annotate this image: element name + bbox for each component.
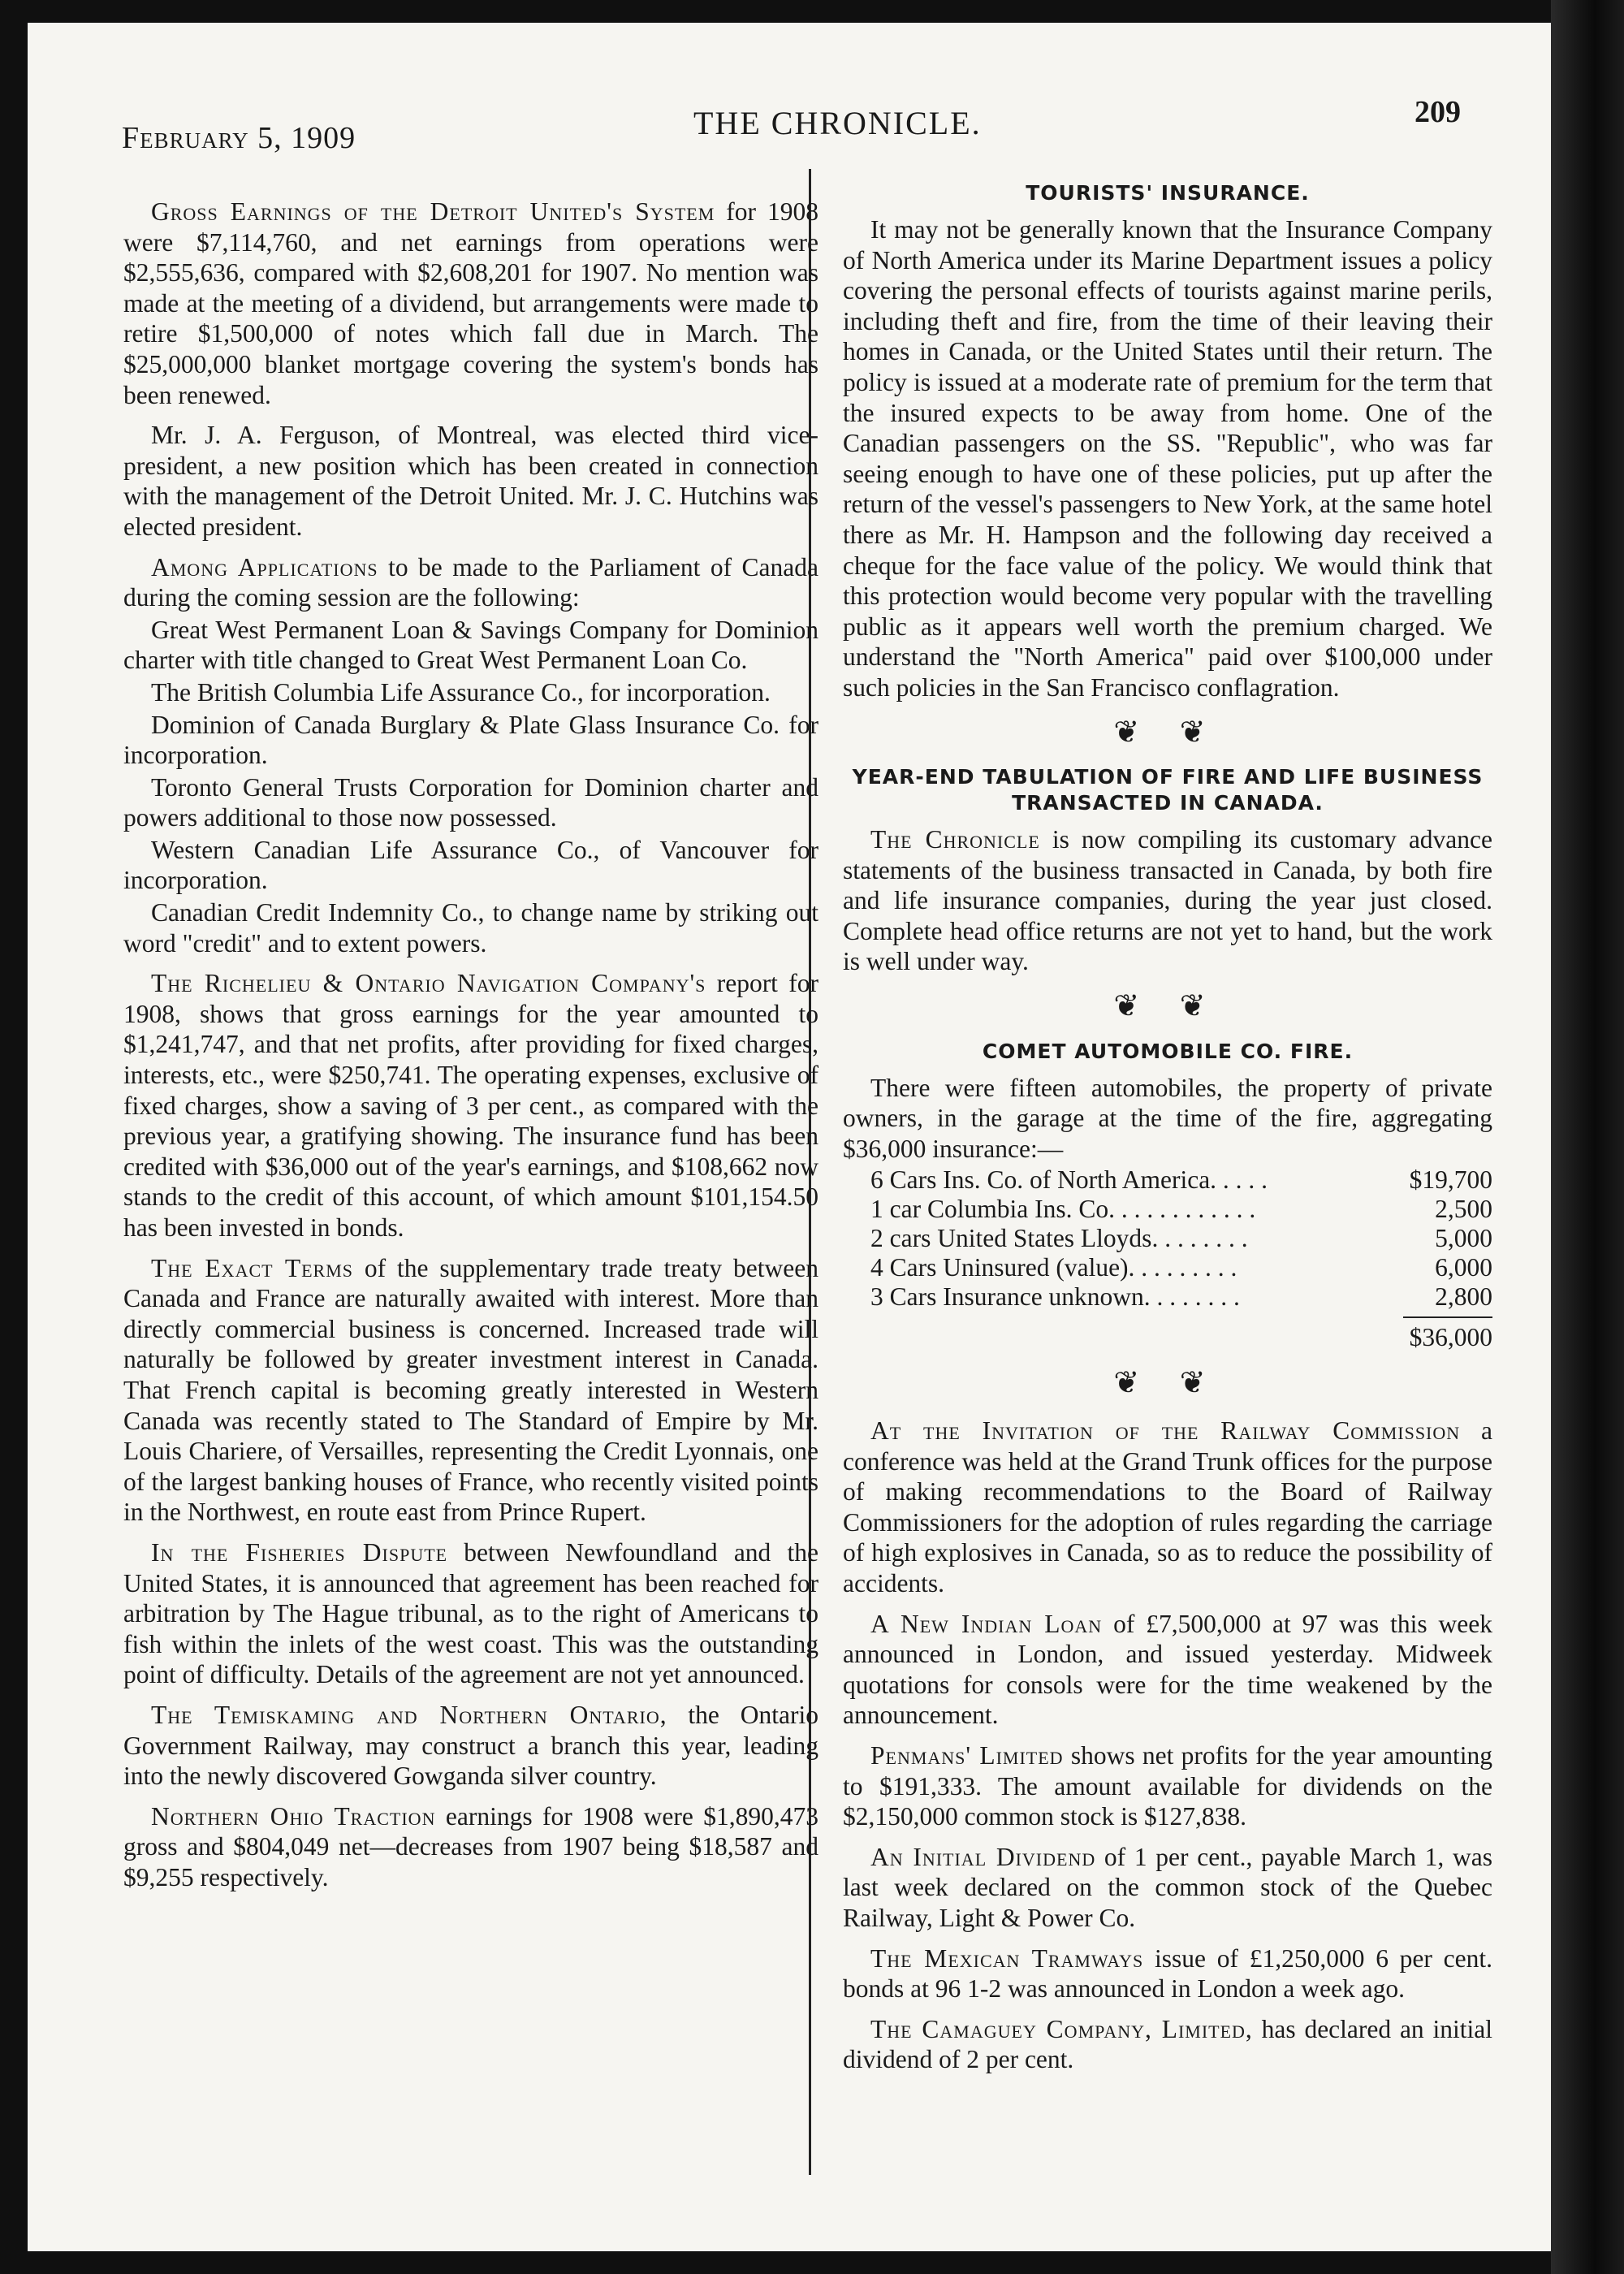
left-column [123, 197, 818, 1902]
paragraph-body: the Ontario Government Railway, may construct a branch this year, leading into the newly discovered Gowganda silver country. [123, 1700, 818, 1791]
paragraph-lead: Northern Ohio Traction [151, 1801, 436, 1831]
paragraph-lead: A New Indian Loan [870, 1609, 1103, 1638]
year-end-heading: YEAR-END TABULATION OF FIRE AND LIFE BUSINESS TRANSACTED IN CANADA. [852, 765, 1484, 815]
row-label: 1 car Columbia Ins. Co. . . . . . . . . . . . [870, 1195, 1256, 1224]
paragraph-lead: In the Fisheries Dispute [151, 1537, 448, 1567]
paragraph-body: of £7,500,000 at 97 was this week announced in London, and issued yesterday. Midweek quotations for consols were for the time weakened by the announcement. [843, 1609, 1492, 1730]
application-item: Western Canadian Life Assurance Co., of Vancouver for incorporation. [123, 835, 818, 895]
table-row [843, 1224, 1492, 1253]
paragraph-body: between Newfoundland and the United States, it is announced that agreement has been reached for arbitration by The Hague tribunal, as to the right of Americans to fish within the inlets of the west coast. This was the outstanding point of difficulty. Details of the agreement are not yet announced. [123, 1537, 818, 1689]
comet-insurance-table [843, 1165, 1492, 1354]
paragraph-lead: The Camaguey Company, Limited, [870, 2014, 1253, 2043]
camaguey-paragraph [843, 2014, 1492, 2075]
paragraph-lead: At the Invitation of the Railway Commission [870, 1416, 1461, 1446]
row-amount: 2,800 [1435, 1282, 1492, 1312]
table-total: $36,000 [1409, 1323, 1492, 1352]
paragraph-body: to be made to the Parliament of Canada during the coming session are the following: [123, 552, 818, 612]
row-amount: 6,000 [1435, 1253, 1492, 1282]
application-item: Canadian Credit Indemnity Co., to change name by striking out word "credit" and to extent powers. [123, 898, 818, 958]
paragraph-body: shows net profits for the year amounting to $191,333. The amount available for dividends on the $2,150,000 common stock is $127,838. [843, 1740, 1492, 1831]
paragraph-body: of the supplementary trade treaty between Canada and France are naturally awaited with interest. More than directly commercial business is concerned. Increased trade will naturally be followed by greater investment interest in Canada. That French capital is becoming greatly interested in Western Canada was recently stated to The Standard of Empire by Mr. Louis Chariere, of Versailles, representing the Credit Lyonnais, one of the largest banking houses of France, who recently visited points in the Northwest, en route east from Prince Rupert. [123, 1253, 818, 1527]
ornament-divider: ❦ ❦ [1113, 1366, 1222, 1401]
application-item: Great West Permanent Loan & Savings Company for Dominion charter with title changed to Great West Permanent Loan Co. [123, 615, 818, 675]
paragraph-lead: The Chronicle [870, 825, 1040, 854]
comet-fire-heading: COMET AUTOMOBILE CO. FIRE. [982, 1039, 1354, 1063]
page-sheet [28, 23, 1551, 2251]
ferguson-paragraph: Mr. J. A. Ferguson, of Montreal, was elected third vice-president, a new position which has been created in connection with the management of the Detroit United. Mr. J. C. Hutchins was elected president. [123, 421, 818, 541]
row-label: 6 Cars Ins. Co. of North America. . . . . [870, 1165, 1268, 1195]
publication-title: THE CHRONICLE. [693, 105, 982, 141]
richelieu-paragraph [123, 968, 818, 1243]
total-rule [1403, 1316, 1492, 1318]
paragraph-lead: The Mexican Tramways [870, 1943, 1144, 1973]
tourists-insurance-paragraph: It may not be generally known that the Insurance Company of North America under its Marine Department issues a policy covering the personal effects of tourists against marine perils, including theft and fire, from the time of their leaving their homes in Canada, or the United States until their return. The policy is issued at a moderate rate of premium for the term that the insured expects to be away from home. One of the Canadian passengers on the SS. "Republic", who was far seeing enough to have one of these policies, put up after the return of the vessel's passengers to New York, at the same hotel there as Mr. H. Hampson and the following day received a cheque for the face value of the policy. We would think that this protection would become very popular with the travelling public as it appears well worth the premium charged. We understand the "North America" paid over $100,000 under such policies in the San Francisco conflagration. [843, 215, 1492, 702]
mexican-tramways-paragraph [843, 1943, 1492, 2004]
initial-dividend-paragraph [843, 1842, 1492, 1934]
table-row [843, 1253, 1492, 1282]
page-number: 209 [1415, 95, 1461, 129]
comet-fire-paragraph: There were fifteen automobiles, the property of private owners, in the garage at the time of the fire, aggregating $36,000 insurance:— [843, 1073, 1492, 1163]
table-row [843, 1195, 1492, 1224]
paragraph-lead: The Exact Terms [151, 1253, 354, 1282]
temiskaming-paragraph [123, 1700, 818, 1792]
table-row [843, 1165, 1492, 1195]
paragraph-lead: The Richelieu & Ontario Navigation Company's [151, 969, 706, 998]
right-column [843, 174, 1492, 2085]
book-binding-edge [1551, 0, 1624, 2274]
paragraph-body: of 1 per cent., payable March 1, was last week declared on the common stock of the Quebec Railway, Light & Power Co. [843, 1842, 1492, 1932]
paragraph-body: for 1908 were $7,114,760, and net earnings from operations were $2,555,636, compared with $2,608,201 for 1907. No mention was made at the meeting of a dividend, but arrangements were made to retire $1,500,000 of notes which fall due in March. The $25,000,000 blanket mortgage covering the system's bonds has been renewed. [123, 197, 818, 409]
row-amount: $19,700 [1409, 1165, 1492, 1195]
ornament-divider: ❦ ❦ [1113, 715, 1222, 750]
row-amount: 2,500 [1435, 1195, 1492, 1224]
application-item: Dominion of Canada Burglary & Plate Glass Insurance Co. for incorporation. [123, 710, 818, 770]
penmans-paragraph [843, 1740, 1492, 1832]
trade-treaty-paragraph [123, 1253, 818, 1528]
paragraph-lead: An Initial Dividend [870, 1842, 1096, 1871]
ohio-traction-paragraph [123, 1801, 818, 1893]
application-item: Toronto General Trusts Corporation for Dominion charter and powers additional to those now possessed. [123, 772, 818, 832]
paragraph-body: has declared an initial dividend of 2 per cent. [843, 2014, 1492, 2074]
table-row [843, 1282, 1492, 1312]
indian-loan-paragraph [843, 1609, 1492, 1731]
application-item: The British Columbia Life Assurance Co., for incorporation. [151, 677, 771, 707]
paragraph-lead: The Temiskaming and Northern Ontario, [151, 1700, 667, 1729]
row-amount: 5,000 [1435, 1224, 1492, 1253]
paragraph-body: issue of £1,250,000 6 per cent. bonds at 96 1-2 was announced in London a week ago. [843, 1943, 1492, 2004]
paragraph-lead: Among Applications [151, 552, 378, 581]
year-end-paragraph [843, 824, 1492, 977]
paragraph-body: earnings for 1908 were $1,890,473 gross and $804,049 net—decreases from 1907 being $18,587 and $9,255 respectively. [123, 1801, 818, 1891]
issue-date: February 5, 1909 [122, 121, 356, 155]
applications-paragraph [123, 552, 818, 613]
detroit-united-paragraph [123, 197, 818, 410]
row-label: 2 cars United States Lloyds. . . . . . . . [870, 1224, 1248, 1253]
paragraph-lead: Gross Earnings of the Detroit United's System [151, 197, 715, 226]
paragraph-body: report for 1908, shows that gross earnings for the year amounted to $1,241,747, and that net profits, after providing for fixed charges, interests, etc., were $250,741. The operating expenses, exclusive of fixed charges, show a saving of 3 per cent., as compared with the previous year, a gratifying showing. The insurance fund has been credited with $36,000 out of the year's earnings, and $108,662 now stands to the credit of this account, of which amount $101,154.50 has been invested in bonds. [123, 969, 818, 1242]
row-label: 3 Cars Insurance unknown. . . . . . . . [870, 1282, 1240, 1312]
row-label: 4 Cars Uninsured (value). . . . . . . . . [870, 1253, 1237, 1282]
ornament-divider: ❦ ❦ [1113, 989, 1222, 1024]
paragraph-body: is now compiling its customary advance statements of the business transacted in Canada, by both fire and life insurance companies, during the year just closed. Complete head office returns are not yet to hand, but the work is well under way. [843, 825, 1493, 976]
paragraph-body: a conference was held at the Grand Trunk offices for the purpose of making recommendations to the Board of Railway Commissioners for the adoption of rules regarding the carriage of high explosives in Canada, so as to reduce the possibility of accidents. [843, 1416, 1492, 1597]
paragraph-lead: Penmans' Limited [870, 1740, 1064, 1770]
tourists-insurance-heading: TOURISTS' INSURANCE. [1026, 181, 1310, 205]
fisheries-paragraph [123, 1537, 818, 1690]
railway-commission-paragraph [843, 1416, 1492, 1599]
